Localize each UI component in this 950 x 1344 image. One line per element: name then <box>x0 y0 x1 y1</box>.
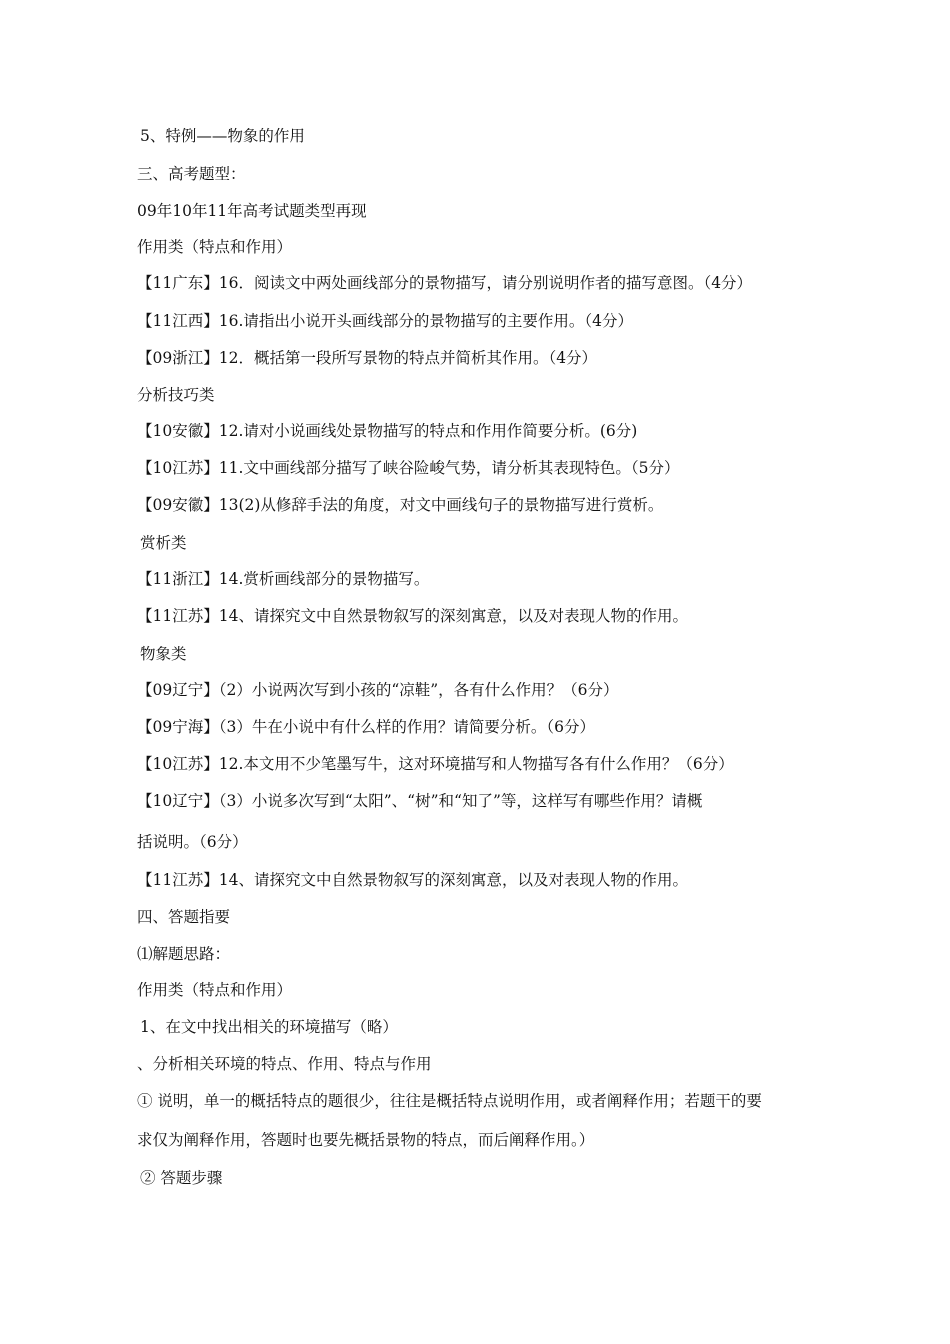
step-analyze-environment: 、分析相关环境的特点、作用、特点与作用 <box>137 1055 432 1073</box>
step-find-description: 1、在文中找出相关的环境描写（略） <box>140 1018 398 1036</box>
question-jiangsu-11-b: 【11江苏】14、请探究文中自然景物叙写的深刻寓意，以及对表现人物的作用。 <box>137 871 688 889</box>
text-line-exam-years: 09年10年11年高考试题类型再现 <box>137 202 367 220</box>
question-liaoning-10-part1: 【10辽宁】（3）小说多次写到“太阳”、“树”和“知了”等，这样写有哪些作用？请概 <box>137 792 703 810</box>
category-heading-appreciation: 赏析类 <box>140 534 187 552</box>
section-heading-answer-guide: 四、答题指要 <box>137 908 231 926</box>
category-heading-technique: 分析技巧类 <box>137 386 215 404</box>
question-anhui-09: 【09安徽】13(2)从修辞手法的角度，对文中画线句子的景物描写进行赏析。 <box>137 496 664 514</box>
category-heading-function-2: 作用类（特点和作用） <box>137 981 293 999</box>
question-zhejiang-11: 【11浙江】14.赏析画线部分的景物描写。 <box>137 570 430 588</box>
note-line-1: ① 说明，单一的概括特点的题很少，往往是概括特点说明作用，或者阐释作用；若题干的要 <box>137 1092 762 1110</box>
question-zhejiang-09: 【09浙江】12．概括第一段所写景物的特点并简析其作用。（4分） <box>137 349 598 367</box>
section-heading-exam-types: 三、高考题型： <box>137 165 246 183</box>
question-ninghai-09: 【09宁海】（3）牛在小说中有什么样的作用？请简要分析。（6分） <box>137 718 595 736</box>
question-jiangxi-11: 【11江西】16.请指出小说开头画线部分的景物描写的主要作用。（4分） <box>137 312 633 330</box>
question-anhui-10: 【10安徽】12.请对小说画线处景物描写的特点和作用作简要分析。(6分) <box>137 422 638 440</box>
category-heading-function: 作用类（特点和作用） <box>137 238 293 256</box>
question-liaoning-10-part2: 括说明。（6分） <box>137 833 248 851</box>
note-line-2: 求仅为阐释作用，答题时也要先概括景物的特点，而后阐释作用。） <box>137 1131 595 1149</box>
subheading-solution-approach: ⑴解题思路： <box>137 945 231 963</box>
question-jiangsu-10-12: 【10江苏】12.本文用不少笔墨写牛，这对环境描写和人物描写各有什么作用？（6分） <box>137 755 734 773</box>
question-jiangsu-10-11: 【10江苏】11.文中画线部分描写了峡谷险峻气势，请分析其表现特色。（5分） <box>137 459 680 477</box>
question-liaoning-09: 【09辽宁】（2）小说两次写到小孩的“凉鞋”，各有什么作用？（6分） <box>137 681 619 699</box>
category-heading-imagery: 物象类 <box>140 645 187 663</box>
question-jiangsu-11-a: 【11江苏】14、请探究文中自然景物叙写的深刻寓意，以及对表现人物的作用。 <box>137 607 688 625</box>
question-guangdong-11: 【11广东】16．阅读文中两处画线部分的景物描写，请分别说明作者的描写意图。（4分） <box>137 274 753 292</box>
subheading-answer-steps: ② 答题步骤 <box>140 1169 223 1187</box>
text-line-special-case: 5、特例——物象的作用 <box>140 127 305 145</box>
